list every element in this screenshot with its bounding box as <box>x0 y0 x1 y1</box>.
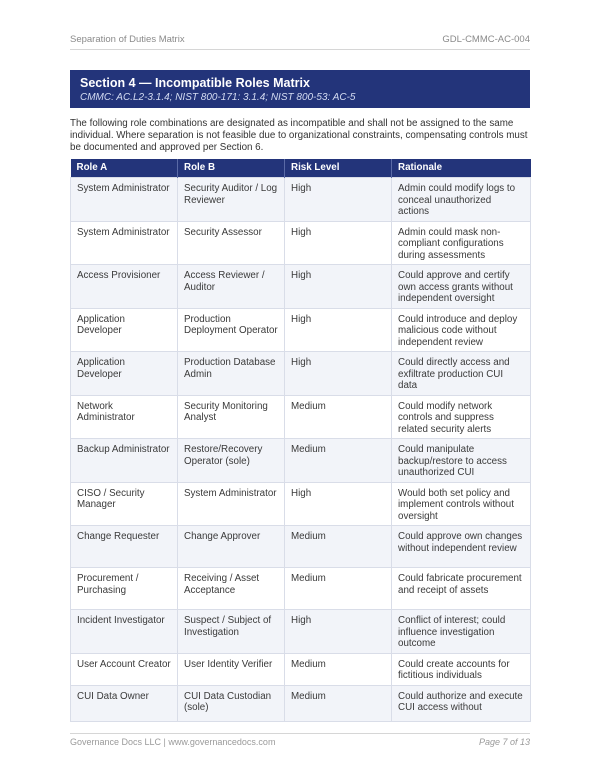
table-row <box>71 568 531 610</box>
role-b-cell: System Administrator <box>178 482 285 526</box>
risk-level-cell: High <box>285 610 392 654</box>
rationale-cell: Could create accounts for fictitious individuals <box>392 653 531 685</box>
role-a-cell: System Administrator <box>71 178 178 222</box>
page-header <box>70 34 530 50</box>
rationale-cell: Could approve own changes without independent review <box>392 526 531 568</box>
column-header-role-a: Role A <box>71 159 178 178</box>
role-a-cell: Network Administrator <box>71 395 178 439</box>
intro-paragraph: The following role combinations are designated as incompatible and shall not be assigned to the same individual. Where separation is not feasible due to organizational constraints, compensating controls must be documented and approved per Section 6. <box>70 118 528 153</box>
rationale-cell: Could manipulate backup/restore to access unauthorized CUI <box>392 439 531 483</box>
risk-level-cell: Medium <box>285 685 392 721</box>
page-number: Page 7 of 13 <box>478 737 530 747</box>
risk-level-cell: High <box>285 178 392 222</box>
table-row <box>71 526 531 568</box>
role-b-cell: Access Reviewer / Auditor <box>178 265 285 309</box>
section-title: Section 4 — Incompatible Roles Matrix <box>80 76 310 90</box>
rationale-cell: Could fabricate procurement and receipt of assets <box>392 568 531 610</box>
table-row <box>71 308 531 352</box>
table-row <box>71 352 531 396</box>
risk-level-cell: Medium <box>285 526 392 568</box>
role-b-cell: Security Monitoring Analyst <box>178 395 285 439</box>
role-a-cell: CISO / Security Manager <box>71 482 178 526</box>
role-b-cell: Security Auditor / Log Reviewer <box>178 178 285 222</box>
page-footer <box>70 733 530 747</box>
table-row <box>71 265 531 309</box>
table-row <box>71 482 531 526</box>
rationale-cell: Admin could modify logs to conceal unauthorized actions <box>392 178 531 222</box>
section-banner <box>70 70 530 108</box>
role-a-cell: Incident Investigator <box>71 610 178 654</box>
doc-id: GDL-CMMC-AC-004 <box>442 34 530 45</box>
rationale-cell: Could modify network controls and suppress related security alerts <box>392 395 531 439</box>
role-a-cell: User Account Creator <box>71 653 178 685</box>
role-b-cell: User Identity Verifier <box>178 653 285 685</box>
section-subtitle: CMMC: AC.L2-3.1.4; NIST 800-171: 3.1.4; NIST 800-53: AC-5 <box>80 92 356 103</box>
risk-level-cell: High <box>285 308 392 352</box>
footer-company: Governance Docs LLC | www.governancedocs.com <box>70 737 276 747</box>
role-a-cell: Access Provisioner <box>71 265 178 309</box>
rationale-cell: Could directly access and exfiltrate production CUI data <box>392 352 531 396</box>
column-header-role-b: Role B <box>178 159 285 178</box>
role-a-cell: Application Developer <box>71 308 178 352</box>
role-a-cell: Application Developer <box>71 352 178 396</box>
table-row <box>71 395 531 439</box>
role-a-cell: Change Requester <box>71 526 178 568</box>
table-row <box>71 439 531 483</box>
role-a-cell: System Administrator <box>71 221 178 265</box>
rationale-cell: Conflict of interest; could influence investigation outcome <box>392 610 531 654</box>
role-a-cell: Backup Administrator <box>71 439 178 483</box>
role-b-cell: Production Deployment Operator <box>178 308 285 352</box>
risk-level-cell: High <box>285 265 392 309</box>
table-row <box>71 653 531 685</box>
role-b-cell: Receiving / Asset Acceptance <box>178 568 285 610</box>
risk-level-cell: High <box>285 482 392 526</box>
doc-title: Separation of Duties Matrix <box>70 34 185 45</box>
column-header-risk-level: Risk Level <box>285 159 392 178</box>
role-b-cell: Change Approver <box>178 526 285 568</box>
rationale-cell: Could authorize and execute CUI access without <box>392 685 531 721</box>
risk-level-cell: High <box>285 352 392 396</box>
role-a-cell: Procurement / Purchasing <box>71 568 178 610</box>
column-header-rationale: Rationale <box>392 159 531 178</box>
risk-level-cell: High <box>285 221 392 265</box>
role-b-cell: Restore/Recovery Operator (sole) <box>178 439 285 483</box>
table-row <box>71 610 531 654</box>
risk-level-cell: Medium <box>285 395 392 439</box>
rationale-cell: Would both set policy and implement controls without oversight <box>392 482 531 526</box>
role-a-cell: CUI Data Owner <box>71 685 178 721</box>
rationale-cell: Could introduce and deploy malicious code without independent review <box>392 308 531 352</box>
role-b-cell: Suspect / Subject of Investigation <box>178 610 285 654</box>
table-header-row <box>71 159 531 178</box>
table-row <box>71 178 531 222</box>
role-b-cell: Production Database Admin <box>178 352 285 396</box>
rationale-cell: Could approve and certify own access grants without independent oversight <box>392 265 531 309</box>
risk-level-cell: Medium <box>285 568 392 610</box>
table-row <box>71 685 531 721</box>
role-b-cell: Security Assessor <box>178 221 285 265</box>
risk-level-cell: Medium <box>285 653 392 685</box>
risk-level-cell: Medium <box>285 439 392 483</box>
rationale-cell: Admin could mask non-compliant configurations during assessments <box>392 221 531 265</box>
role-b-cell: CUI Data Custodian (sole) <box>178 685 285 721</box>
incompatible-roles-table <box>70 159 531 722</box>
table-row <box>71 221 531 265</box>
